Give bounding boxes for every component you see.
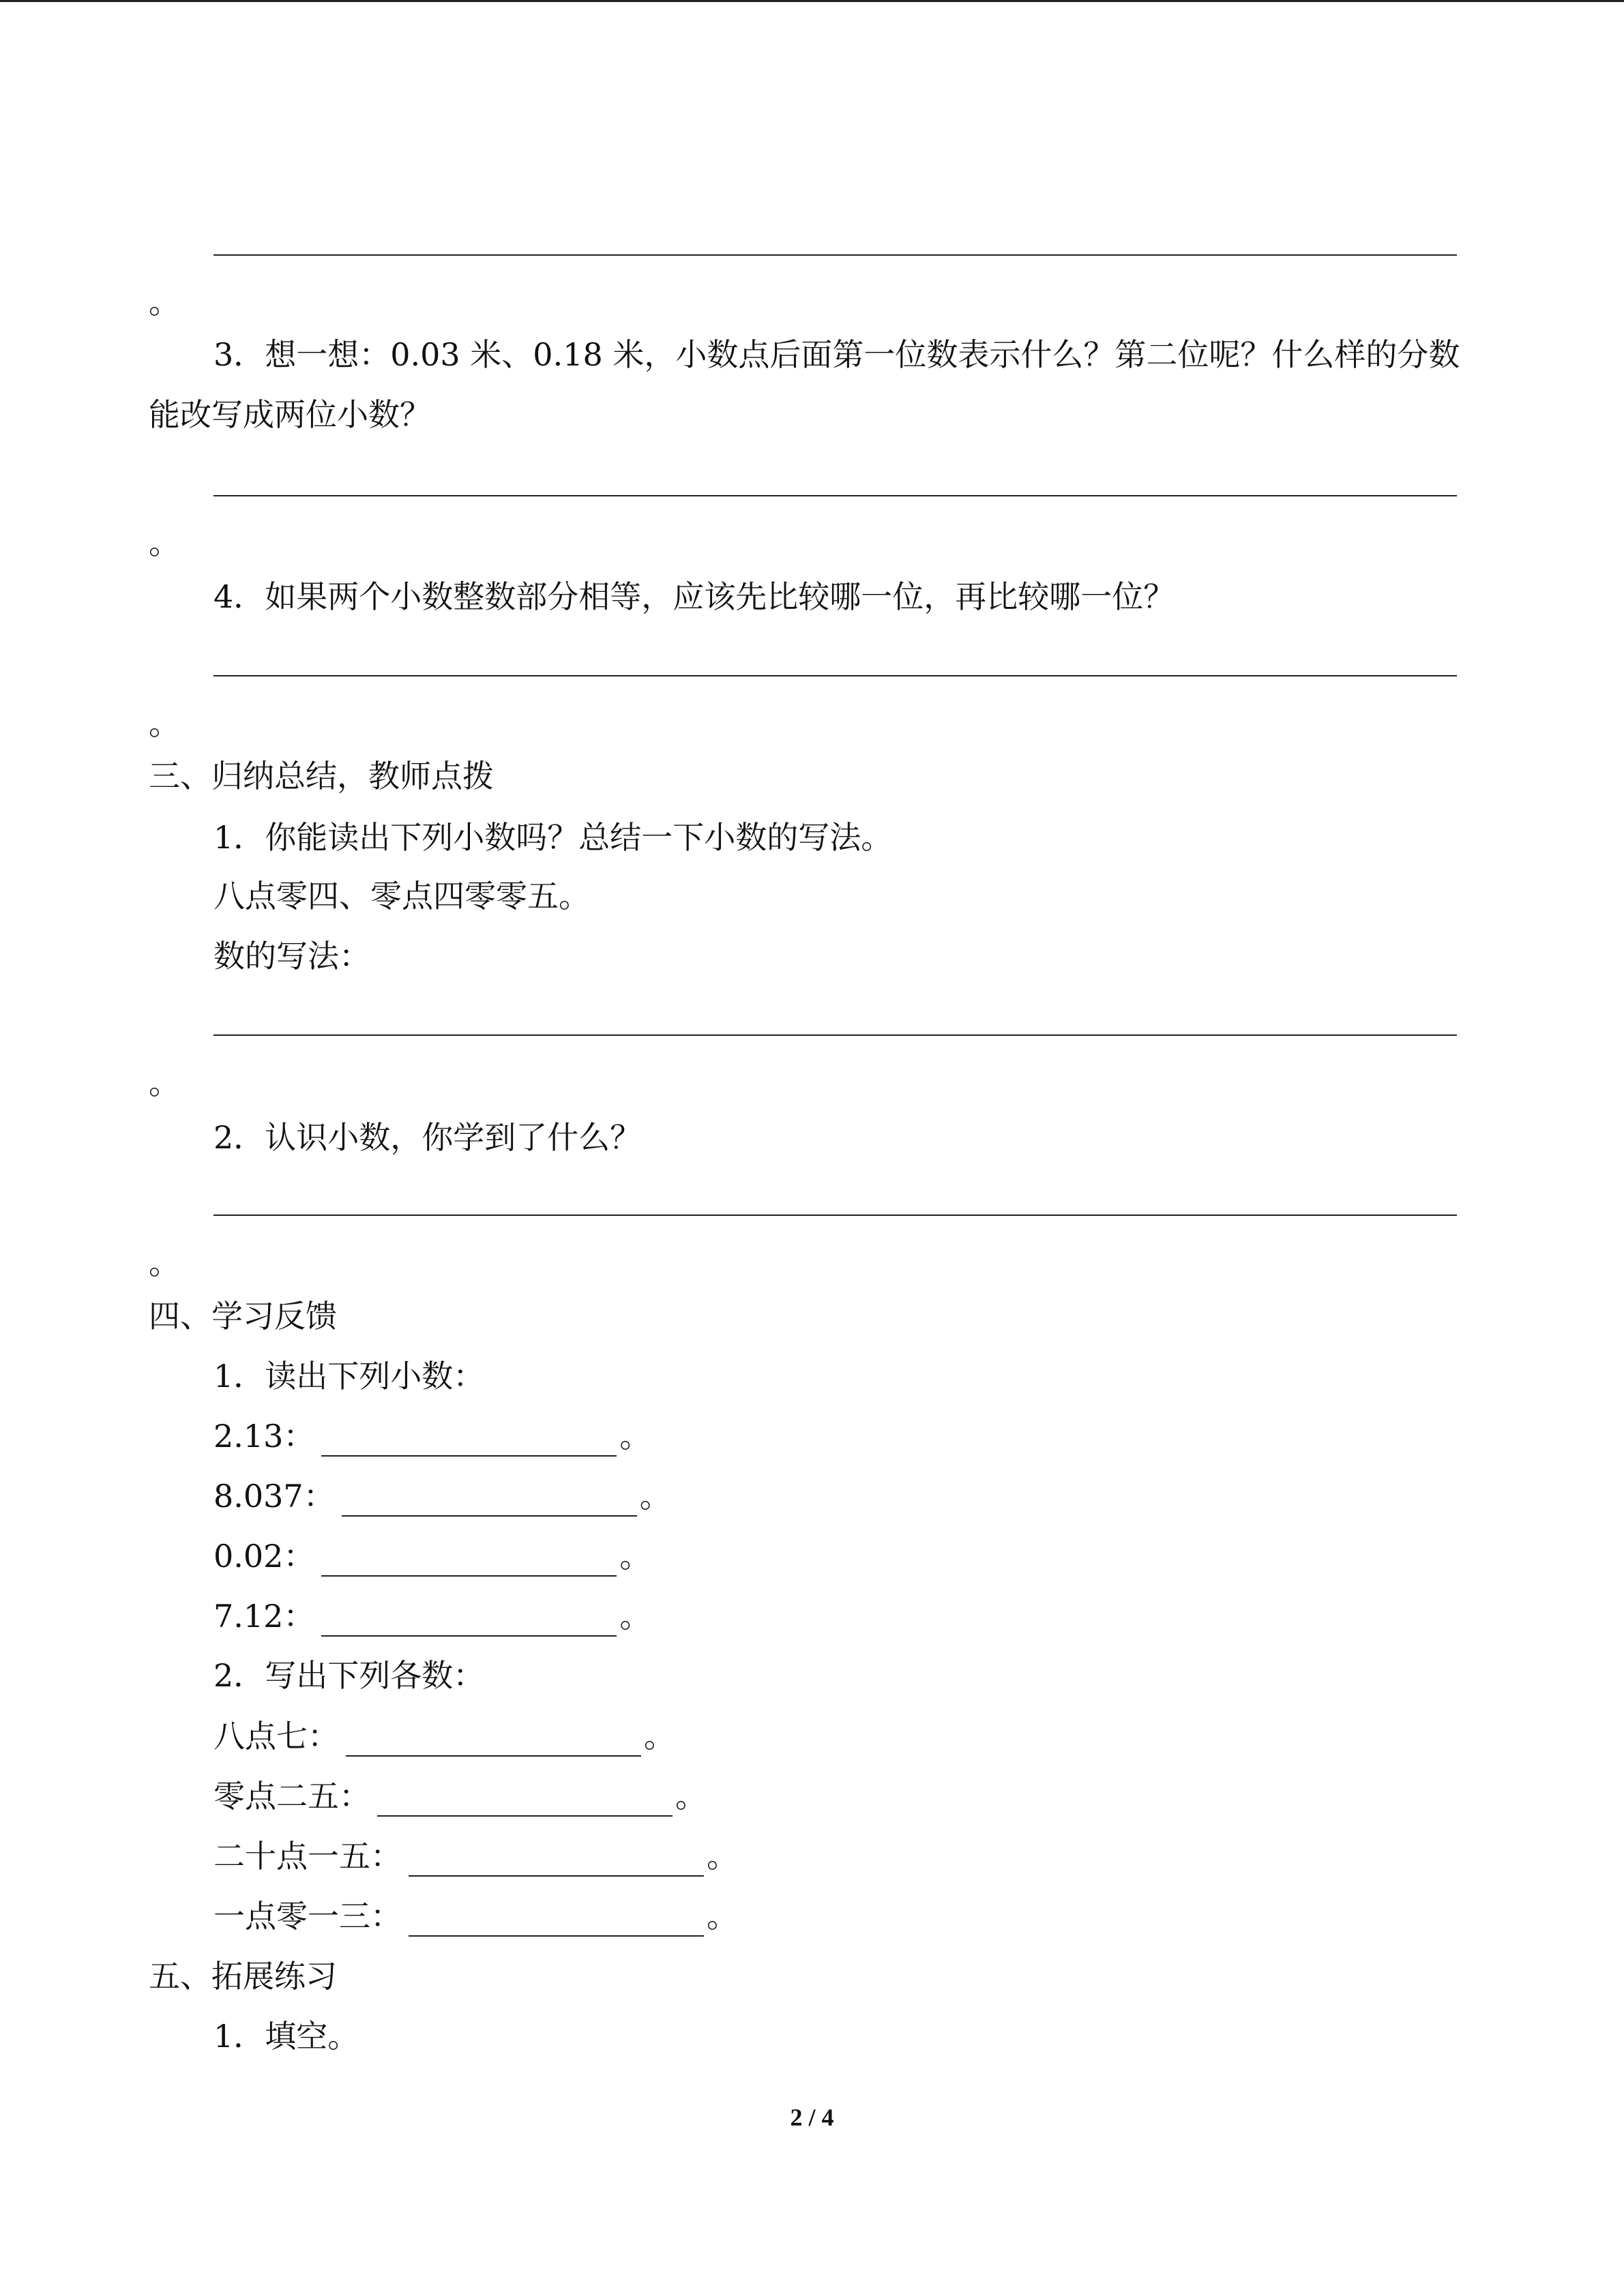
write-item-label: 二十点一五： — [213, 1838, 402, 1875]
section-3-heading: 三、归纳总结，教师点拨 — [149, 758, 494, 794]
period-mark: 。 — [644, 1718, 675, 1755]
period-mark: 。 — [707, 1898, 738, 1935]
period-mark: 。 — [619, 1418, 651, 1455]
period-mark: 。 — [149, 524, 180, 561]
fill-blank[interactable] — [409, 1905, 704, 1937]
period-mark: 。 — [149, 1064, 180, 1101]
question-3-line-1: 3．想一想：0.03 米、0.18 米，小数点后面第一位数表示什么？第二位呢？什么样的分数 — [213, 336, 1460, 373]
fill-blank[interactable] — [346, 1725, 641, 1757]
section-4-item-1: 1．读出下列小数： — [213, 1358, 485, 1395]
section-5-heading: 五、拓展练习 — [149, 1958, 337, 1995]
fill-blank[interactable] — [409, 1845, 704, 1877]
period-mark: 。 — [707, 1838, 738, 1875]
answer-line[interactable] — [213, 254, 1457, 256]
answer-line[interactable] — [213, 1214, 1457, 1216]
period-mark: 。 — [619, 1538, 651, 1575]
read-item — [213, 1416, 651, 1457]
section-3-item-2: 2．认识小数，你学到了什么？ — [213, 1119, 642, 1156]
write-item-label: 零点二五： — [213, 1778, 370, 1815]
write-item-label: 八点七： — [213, 1718, 339, 1755]
period-mark: 。 — [149, 284, 180, 320]
read-item-label: 0.02： — [213, 1538, 315, 1575]
page-top-border — [0, 0, 1624, 2]
period-mark: 。 — [149, 705, 180, 742]
read-item-label: 2.13： — [213, 1418, 315, 1455]
question-4: 4．如果两个小数整数部分相等，应该先比较哪一位，再比较哪一位？ — [213, 578, 1175, 615]
write-item — [213, 1716, 675, 1757]
read-item — [213, 1476, 671, 1517]
page-number: 2 / 4 — [790, 2104, 834, 2131]
read-item — [213, 1596, 651, 1637]
section-3-item-1: 1．你能读出下列小数吗？总结一下小数的写法。 — [213, 819, 893, 856]
write-item — [213, 1836, 738, 1877]
write-item — [213, 1896, 738, 1937]
read-item-label: 8.037： — [213, 1478, 335, 1515]
answer-line[interactable] — [213, 1034, 1457, 1036]
period-mark: 。 — [149, 1244, 180, 1281]
write-item — [213, 1776, 707, 1817]
fill-blank[interactable] — [321, 1425, 617, 1457]
section-5-item-1: 1．填空。 — [213, 2018, 359, 2055]
period-mark: 。 — [619, 1598, 651, 1635]
answer-line[interactable] — [213, 495, 1457, 496]
section-3-writing-label: 数的写法： — [213, 938, 370, 974]
fill-blank[interactable] — [321, 1605, 617, 1637]
read-item-label: 7.12： — [213, 1598, 315, 1635]
period-mark: 。 — [675, 1778, 707, 1815]
question-3-line-2: 能改写成两位小数？ — [149, 396, 431, 433]
period-mark: 。 — [639, 1478, 671, 1515]
fill-blank[interactable] — [321, 1545, 617, 1577]
section-4-heading: 四、学习反馈 — [149, 1298, 337, 1335]
section-4-item-2: 2．写出下列各数： — [213, 1657, 485, 1694]
read-item — [213, 1536, 651, 1577]
fill-blank[interactable] — [342, 1485, 637, 1517]
answer-line[interactable] — [213, 675, 1457, 676]
section-3-example: 八点零四、零点四零零五。 — [213, 878, 590, 914]
write-item-label: 一点零一三： — [213, 1898, 402, 1935]
fill-blank[interactable] — [377, 1785, 673, 1817]
